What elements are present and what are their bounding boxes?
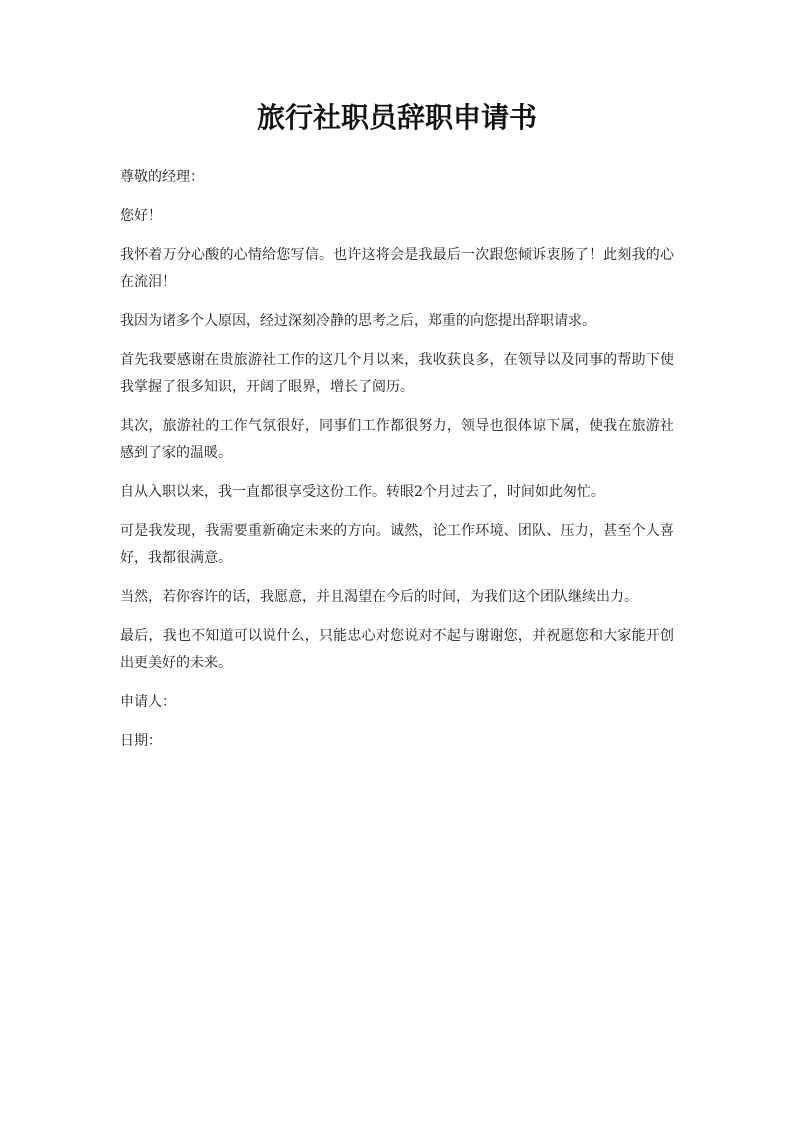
body-paragraph: 其次，旅游社的工作气氛很好，同事们工作都很努力，领导也很体谅下属，使我在旅游社感到了家的温暖。 — [120, 418, 674, 461]
salutation: 尊敬的经理： — [120, 169, 204, 185]
body-paragraph: 最后，我也不知道可以说什么，只能忠心对您说对不起与谢谢您，并祝愿您和大家能开创出更美好的未来。 — [120, 628, 674, 671]
body-paragraph: 可是我发现，我需要重新确定未来的方向。诚然，论工作环境、团队、压力，甚至个人喜好，我都很满意。 — [120, 523, 674, 566]
date-label: 日期： — [120, 733, 162, 749]
document-title: 旅行社职员辞职申请书 — [256, 101, 537, 134]
body-paragraph: 我因为诸多个人原因，经过深刻冷静的思考之后，郑重的向您提出辞职请求。 — [120, 313, 596, 329]
document-body — [120, 164, 674, 755]
applicant-label: 申请人： — [120, 694, 176, 710]
body-paragraph: 我怀着万分心酸的心情给您写信。也许这将会是我最后一次跟您倾诉衷肠了！此刻我的心在流泪！ — [120, 247, 674, 290]
body-paragraph: 当然，若你容许的话，我愿意，并且渴望在今后的时间，为我们这个团队继续出力。 — [120, 589, 638, 605]
greeting: 您好！ — [120, 208, 162, 224]
body-paragraph: 首先我要感谢在贵旅游社工作的这几个月以来，我收获良多，在领导以及同事的帮助下使我掌握了很多知识，开阔了眼界，增长了阅历。 — [120, 352, 674, 395]
body-paragraph: 自从入职以来，我一直都很享受这份工作。转眼2个月过去了，时间如此匆忙。 — [120, 484, 605, 500]
